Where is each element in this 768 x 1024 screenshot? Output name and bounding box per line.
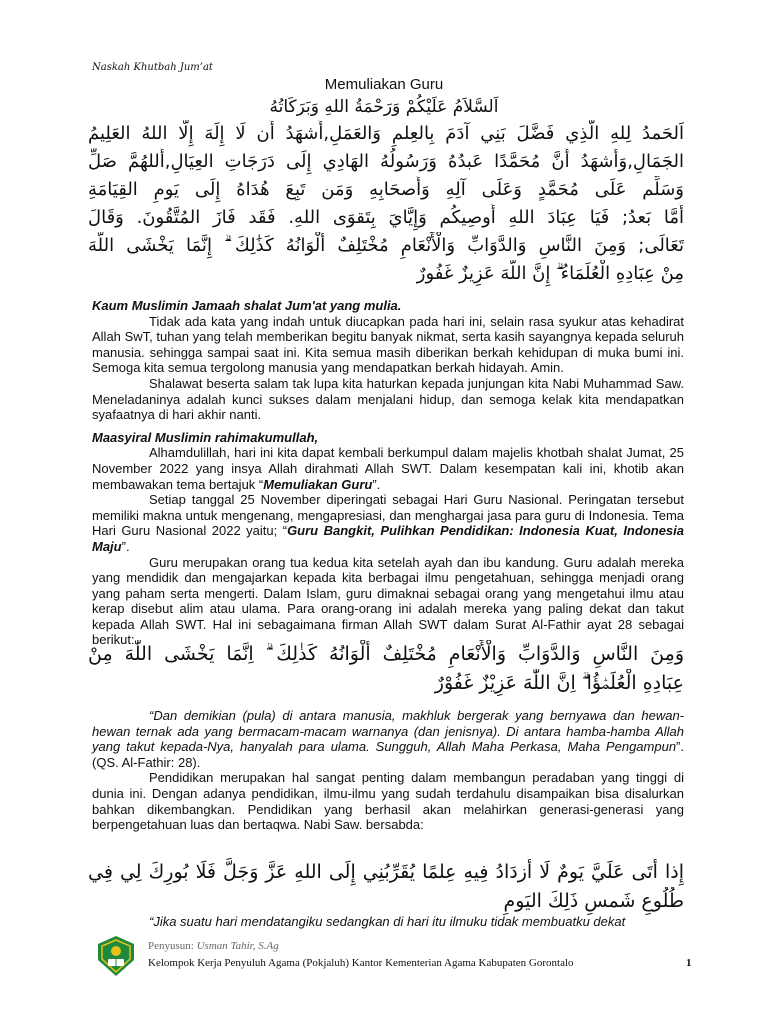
- quran-verse: [88, 640, 684, 698]
- paragraph: Guru merupakan orang tua kedua kita setelah ayah dan ibu kandung. Guru adalah mereka yang mendidik dan mengajarkan kepada kita berbagai ilmu pengetahuan, sehingga menjadi orang yang paham serta mengerti. Dalam Islam, guru dimaknai sebagai orang yang mengetahui ilmu atau kerap disebut alim atau ulama. Para orang-orang ini adalah mereka yang paling dekat dan takut kepada Allah SWT. Hal ini sebagaimana firman Allah SWT dalam Surat Al-Fathir ayat 28 sebagai berikut:: [92, 554, 684, 648]
- arabic-opening-line: الجَمَالِ,وَأَشهَدُ أَنَّ مُحَمَّدًا عَبدُهُ وَرَسُولُهُ الهَادِي إِلَى دَرَجَاتِ العِيَالِ,أَللهُمَّ صَلِّ: [88, 151, 684, 172]
- paragraph: [92, 445, 684, 492]
- page-title: Memuliakan Guru: [324, 76, 444, 93]
- paragraph-text: ”.: [372, 476, 381, 492]
- sermon-body-continued: [92, 708, 684, 833]
- hadith-line: طُلُوعِ شَمسِ ذَلِكَ اليَومِ: [503, 890, 684, 912]
- paragraph-text: Alhamdulillah, hari ini kita dapat kembali berkumpul dalam majelis khotbah shalat Jumat, 25 November 2022 yang insya Allah dirahmati Allah SWT. Dalam kesempatan kali ini, khotib akan membawakan tema bertajuk “: [92, 445, 684, 492]
- section-heading: Maasyiral Muslimin rahimakumullah,: [92, 429, 319, 445]
- paragraph: Pendidikan merupakan hal sangat penting dalam membangun peradaban yang tinggi di dunia ini. Dengan adanya pendidikan, ilmu-ilmu yang sudah terdahulu disampaikan bisa disalurkan bahkan dikembangkan. Pendidikan yang berhasil akan melahirkan generasi-generasi yang berpengetahuan luas dan bertaqwa. Nabi Saw. bersabda:: [92, 770, 684, 833]
- kemenag-logo-icon: [94, 934, 138, 978]
- paragraph-text: Setiap tanggal 25 November diperingati sebagai Hari Guru Nasional. Peringatan tersebut memiliki makna untuk mengenang, mengapresiasi, dan menghargai jasa para guru di Indonesia. Tema Hari Guru Nasional 2022 yaitu; “: [92, 492, 684, 539]
- verse-translation: [92, 708, 684, 770]
- paragraph-text: ”.: [121, 538, 130, 554]
- hadith-translation-block: [92, 914, 684, 930]
- author-name: Usman Tahir, S.Ag: [196, 940, 279, 952]
- arabic-salam: اَلسَّلاَمُ عَلَيْكُمْ وَرَحْمَةُ اللهِ وَبَرَكَاتُهُ: [269, 97, 499, 117]
- translation-text: “Dan demikian (pula) di antara manusia, makhluk bergerak yang bernyawa dan hewan-hewan ternak ada yang bermacam-macam warnanya (dan jenisnya). Di antara hamba-hamba Allah yang takut kepada-Nya, hanyalah para ulama. Sungguh, Allah Maha Perkasa, Maha Pengampun: [92, 708, 684, 755]
- arabic-opening-line: أَمَّا بَعدُ; فَيَا عِبَادَ اللهِ أُوصِيكُم وَإِيَّايَ بِتَقوَى اللهِ. فَقَد فَازَ المُتَّقُونَ. وَقَالَ: [88, 207, 684, 228]
- hadith-line: إِذا أَتَى عَلَيَّ يَومٌ لَا أَزدَادُ فِيهِ عِلمًا يُقَرِّبُنِي إِلَى اللهِ عَزَّ وَجَلَّ فَلَا بُورِكَ لِي فِي: [88, 861, 684, 883]
- theme-title: Memuliakan Guru: [263, 476, 373, 492]
- section-heading: Kaum Muslimin Jamaah shalat Jum'at yang mulia.: [92, 298, 402, 313]
- sermon-body: [92, 298, 684, 648]
- arabic-opening-line: اَلحَمدُ لِلهِ الَّذِي فَضَّلَ بَنِي آدَمَ بِالعِلمِ وَالعَمَلِ,أَشهَدُ أَن لَا إِلَهَ إِلَّا اللهُ العَلِيمُ: [88, 123, 684, 144]
- quran-verse-line: وَمِنَ النَّاسِ وَالدَّوَابِّ وَالْأَنْعَامِ مُخْتَلِفٌ أَلْوَانُهُ كَذٰلِكَ ۗ اِنَّمَا يَخْشَى اللّٰهَ مِنْ: [88, 643, 684, 665]
- footer-organization: Kelompok Kerja Penyuluh Agama (Pokjaluh) Kantor Kementerian Agama Kabupaten Gorontalo: [148, 957, 574, 969]
- national-theme: Guru Bangkit, Pulihkan Pendidikan: Indonesia Kuat, Indonesia Maju: [92, 523, 685, 554]
- hadith: [88, 858, 684, 916]
- arabic-opening-line: مِنْ عِبَادِهِ الْعُلَمَاءُ ۗ إِنَّ اللَّهَ عَزِيزٌ غَفُورٌ: [416, 263, 684, 284]
- paragraph: Tidak ada kata yang indah untuk diucapkan pada hari ini, selain rasa syukur atas kehadirat Allah SwT, tuhan yang telah memberikan begitu banyak nikmat, serta kasih sayangnya kepada seluruh manusia. sehingga sampai saat ini. Kita semua masih diberikan berkah kehidupan di muka bumi ini. Semoga kita semua tergolong manusia yang mendapatkan berkah hidayah. Amin.: [92, 313, 684, 376]
- hadith-translation: “Jika suatu hari mendatangiku sedangkan di hari itu ilmuku tidak membuatku dekat: [149, 914, 626, 929]
- arabic-opening-line: وَسَلِّم عَلَى مُحَمَّدٍ وَعَلَى آلِهِ وَأَصحَابِهِ وَمَن تَبِعَ هُدَاهُ إِلَى يَومِ القِيَامَةِ: [88, 179, 684, 200]
- paragraph: Shalawat beserta salam tak lupa kita haturkan kepada junjungan kita Nabi Muhammad Saw. Meneladaninya adalah kunci sukses dalam menjalani hidup, dan semoga kelak kita mendapatkan syafaatnya di hari akhir nanti.: [92, 375, 684, 423]
- author-label: Penyusun:: [148, 940, 194, 952]
- paragraph: [92, 492, 684, 554]
- footer-author: [148, 940, 279, 952]
- document-header-label: Naskah Khutbah Jum’at: [92, 62, 213, 73]
- arabic-opening-block: [88, 120, 684, 288]
- quran-verse-line: عِبَادِهِ الْعُلَمٰۤؤُا ۗ اِنَّ اللّٰهَ عَزِيْزٌ غَفُوْرٌ: [434, 672, 684, 694]
- page-number: 1: [686, 957, 692, 969]
- arabic-opening-line: تَعَالَى; وَمِنَ النَّاسِ وَالدَّوَابِّ وَالْأَنْعَامِ مُخْتَلِفٌ أَلْوَانُهُ كَذَٰلِكَ ۗ إِنَّمَا يَخْشَى اللَّهَ: [88, 235, 684, 256]
- logo-star: [111, 946, 121, 956]
- translation-source: ”. (QS. Al-Fathir: 28).: [92, 739, 684, 770]
